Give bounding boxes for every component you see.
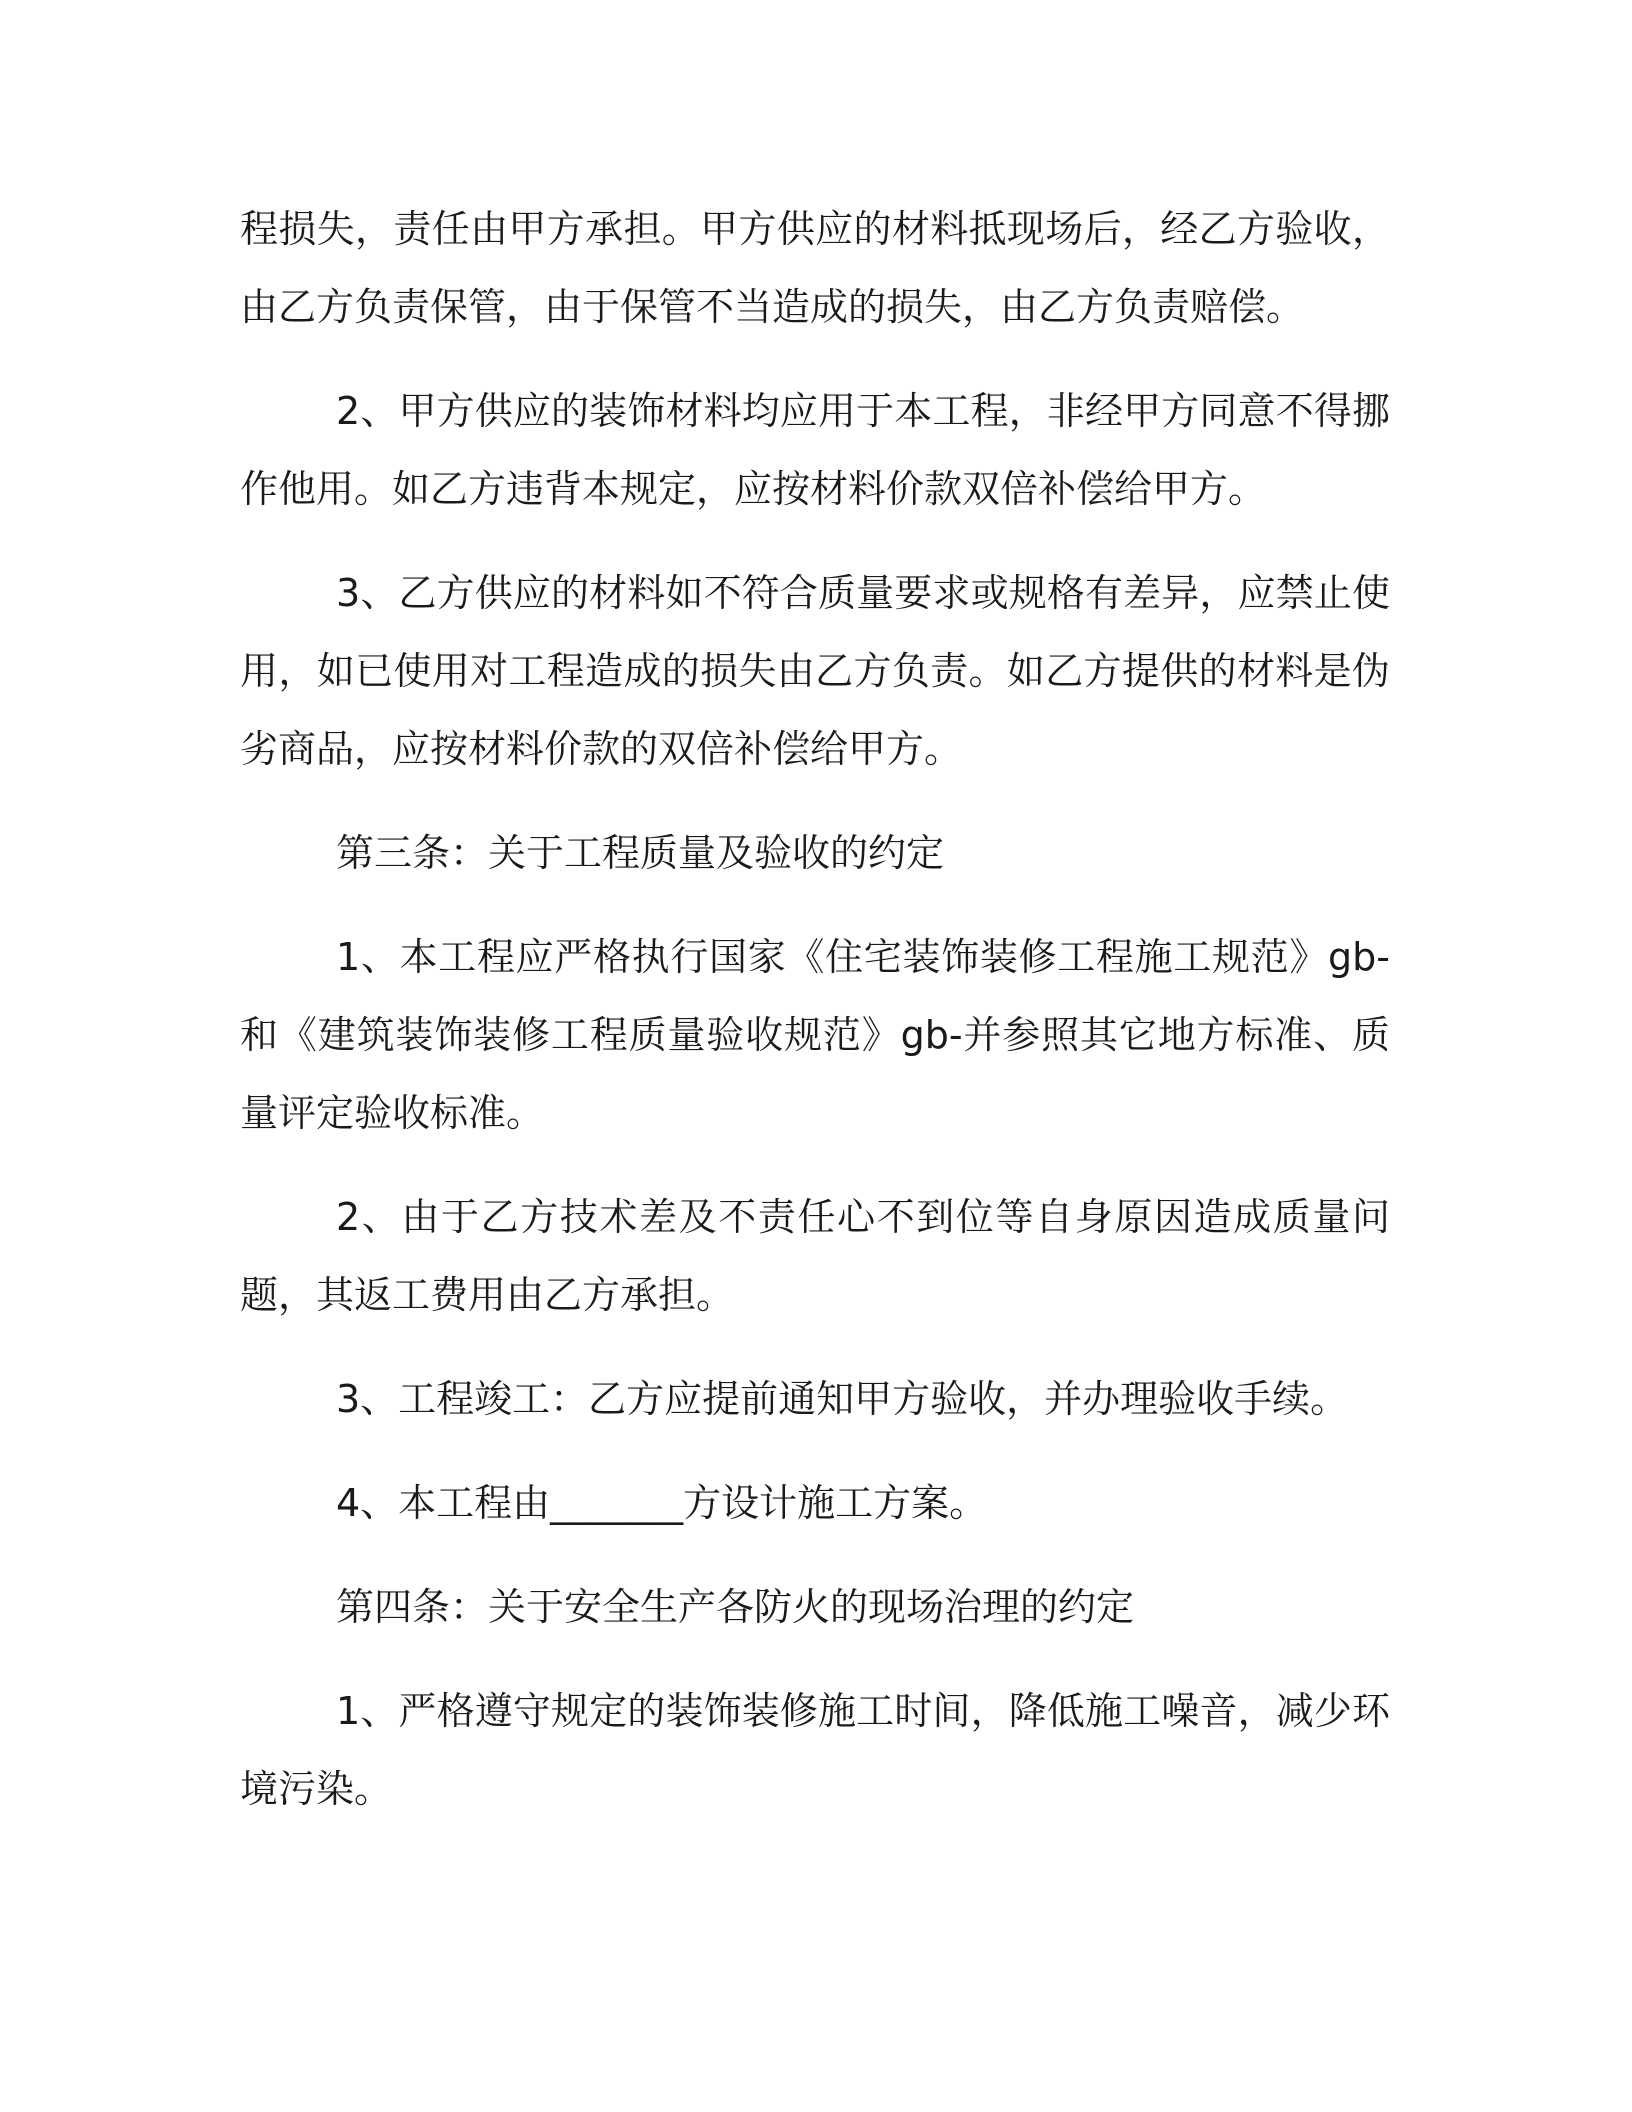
paragraph-quality-clause-3: 3、工程竣工：乙方应提前通知甲方验收，并办理验收手续。 [336, 1377, 1349, 1421]
paragraph-clause-2-materials: 2、甲方供应的装饰材料均应用于本工程，非经甲方同意不得挪作他用。如乙方违背本规定，应按材料价款双倍补偿给甲方。 [240, 389, 1390, 511]
paragraph-clause-3-materials: 3、乙方供应的材料如不符合质量要求或规格有差异，应禁止使用，如已使用对工程造成的损失由乙方负责。如乙方提供的材料是伪劣商品，应按材料价款的双倍补偿给甲方。 [240, 571, 1390, 771]
paragraph-safety-clause-1: 1、严格遵守规定的装饰装修施工时间，降低施工噪音，减少环境污染。 [240, 1689, 1390, 1811]
paragraph-quality-clause-4: 4、本工程由_______方设计施工方案。 [336, 1481, 988, 1525]
paragraph-quality-clause-1: 1、本工程应严格执行国家《住宅装饰装修工程施工规范》gb-和《建筑装饰装修工程质量验收规范》gb-并参照其它地方标准、质量评定验收标准。 [240, 935, 1390, 1135]
article-4-heading: 第四条：关于安全生产各防火的现场治理的约定 [336, 1585, 1135, 1629]
paragraph-quality-clause-2: 2、由于乙方技术差及不责任心不到位等自身原因造成质量问题，其返工费用由乙方承担。 [240, 1195, 1390, 1317]
document-body [240, 190, 1390, 1854]
paragraph-continuation: 程损失，责任由甲方承担。甲方供应的材料抵现场后，经乙方验收，由乙方负责保管，由于保管不当造成的损失，由乙方负责赔偿。 [240, 207, 1390, 329]
article-3-heading: 第三条：关于工程质量及验收的约定 [336, 831, 945, 875]
